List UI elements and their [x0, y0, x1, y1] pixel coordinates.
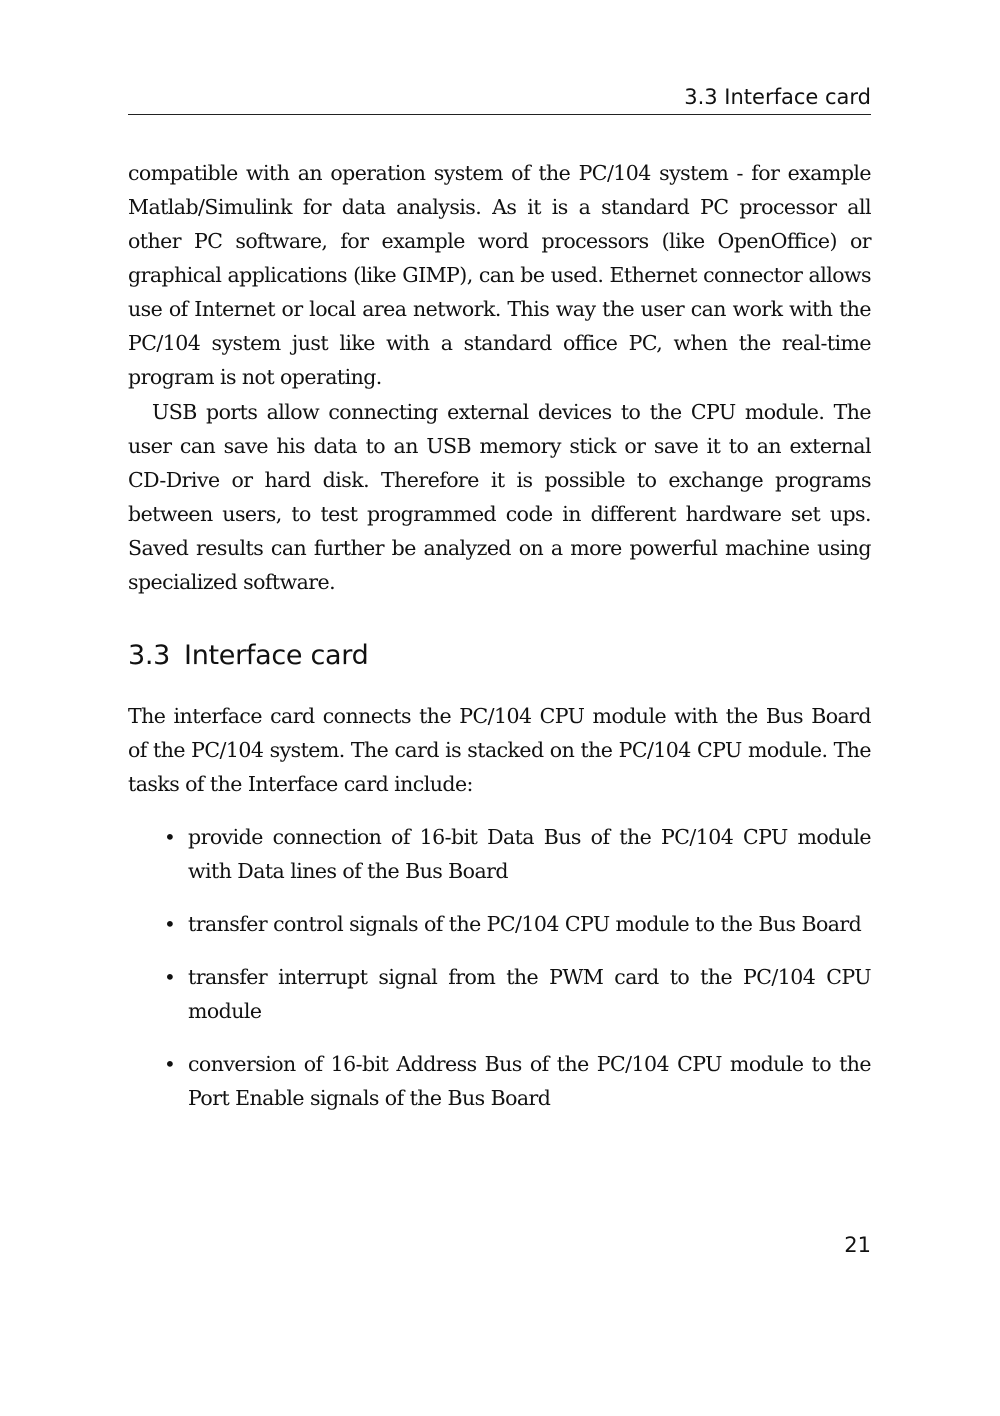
list-item-text: transfer interrupt signal from the PWM card to the PC/104 CPU module [188, 965, 871, 1023]
list-item [128, 907, 871, 941]
list-item-text: conversion of 16-bit Address Bus of the PC/104 CPU module to the Port Enable signals of the Bus Board [188, 1052, 871, 1110]
header-rule [128, 114, 871, 115]
list-item [128, 820, 871, 888]
paragraph-section-intro: The interface card connects the PC/104 CPU module with the Bus Board of the PC/104 system. The card is stacked on the PC/104 CPU module. The tasks of the Interface card include: [128, 704, 871, 796]
bullet-icon: • [164, 912, 176, 936]
section-title: Interface card [184, 640, 369, 671]
task-list [128, 820, 871, 1134]
list-item [128, 960, 871, 1028]
section-number: 3.3 [128, 640, 171, 671]
running-header: 3.3 Interface card [684, 85, 871, 109]
section-heading [128, 636, 368, 676]
list-item-text: provide connection of 16-bit Data Bus of the PC/104 CPU module with Data lines of the Bus Board [188, 825, 871, 883]
document-page [128, 0, 871, 1416]
paragraph-usb: USB ports allow connecting external devices to the CPU module. The user can save his data to an USB memory stick or save it to an external CD-Drive or hard disk. Therefore it is possible to exchange programs between users, to test programmed code in different hardware set ups. Saved results can further be analyzed on a more powerful machine using specialized software. [128, 400, 871, 594]
bullet-icon: • [164, 1052, 176, 1076]
bullet-icon: • [164, 825, 176, 849]
list-item [128, 1047, 871, 1115]
list-item-text: transfer control signals of the PC/104 CPU module to the Bus Board [188, 912, 862, 936]
paragraph-intro: compatible with an operation system of the PC/104 system - for example Matlab/Simulink for data analysis. As it is a standard PC processor all other PC software, for example word processors (like OpenOffice) or graphical applications (like GIMP), can be used. Ethernet connector allows use of Internet or local area network. This way the user can work with the PC/104 system just like with a standard office PC, when the real-time program is not operating. [128, 161, 871, 389]
bullet-icon: • [164, 965, 176, 989]
page-number: 21 [844, 1233, 871, 1257]
